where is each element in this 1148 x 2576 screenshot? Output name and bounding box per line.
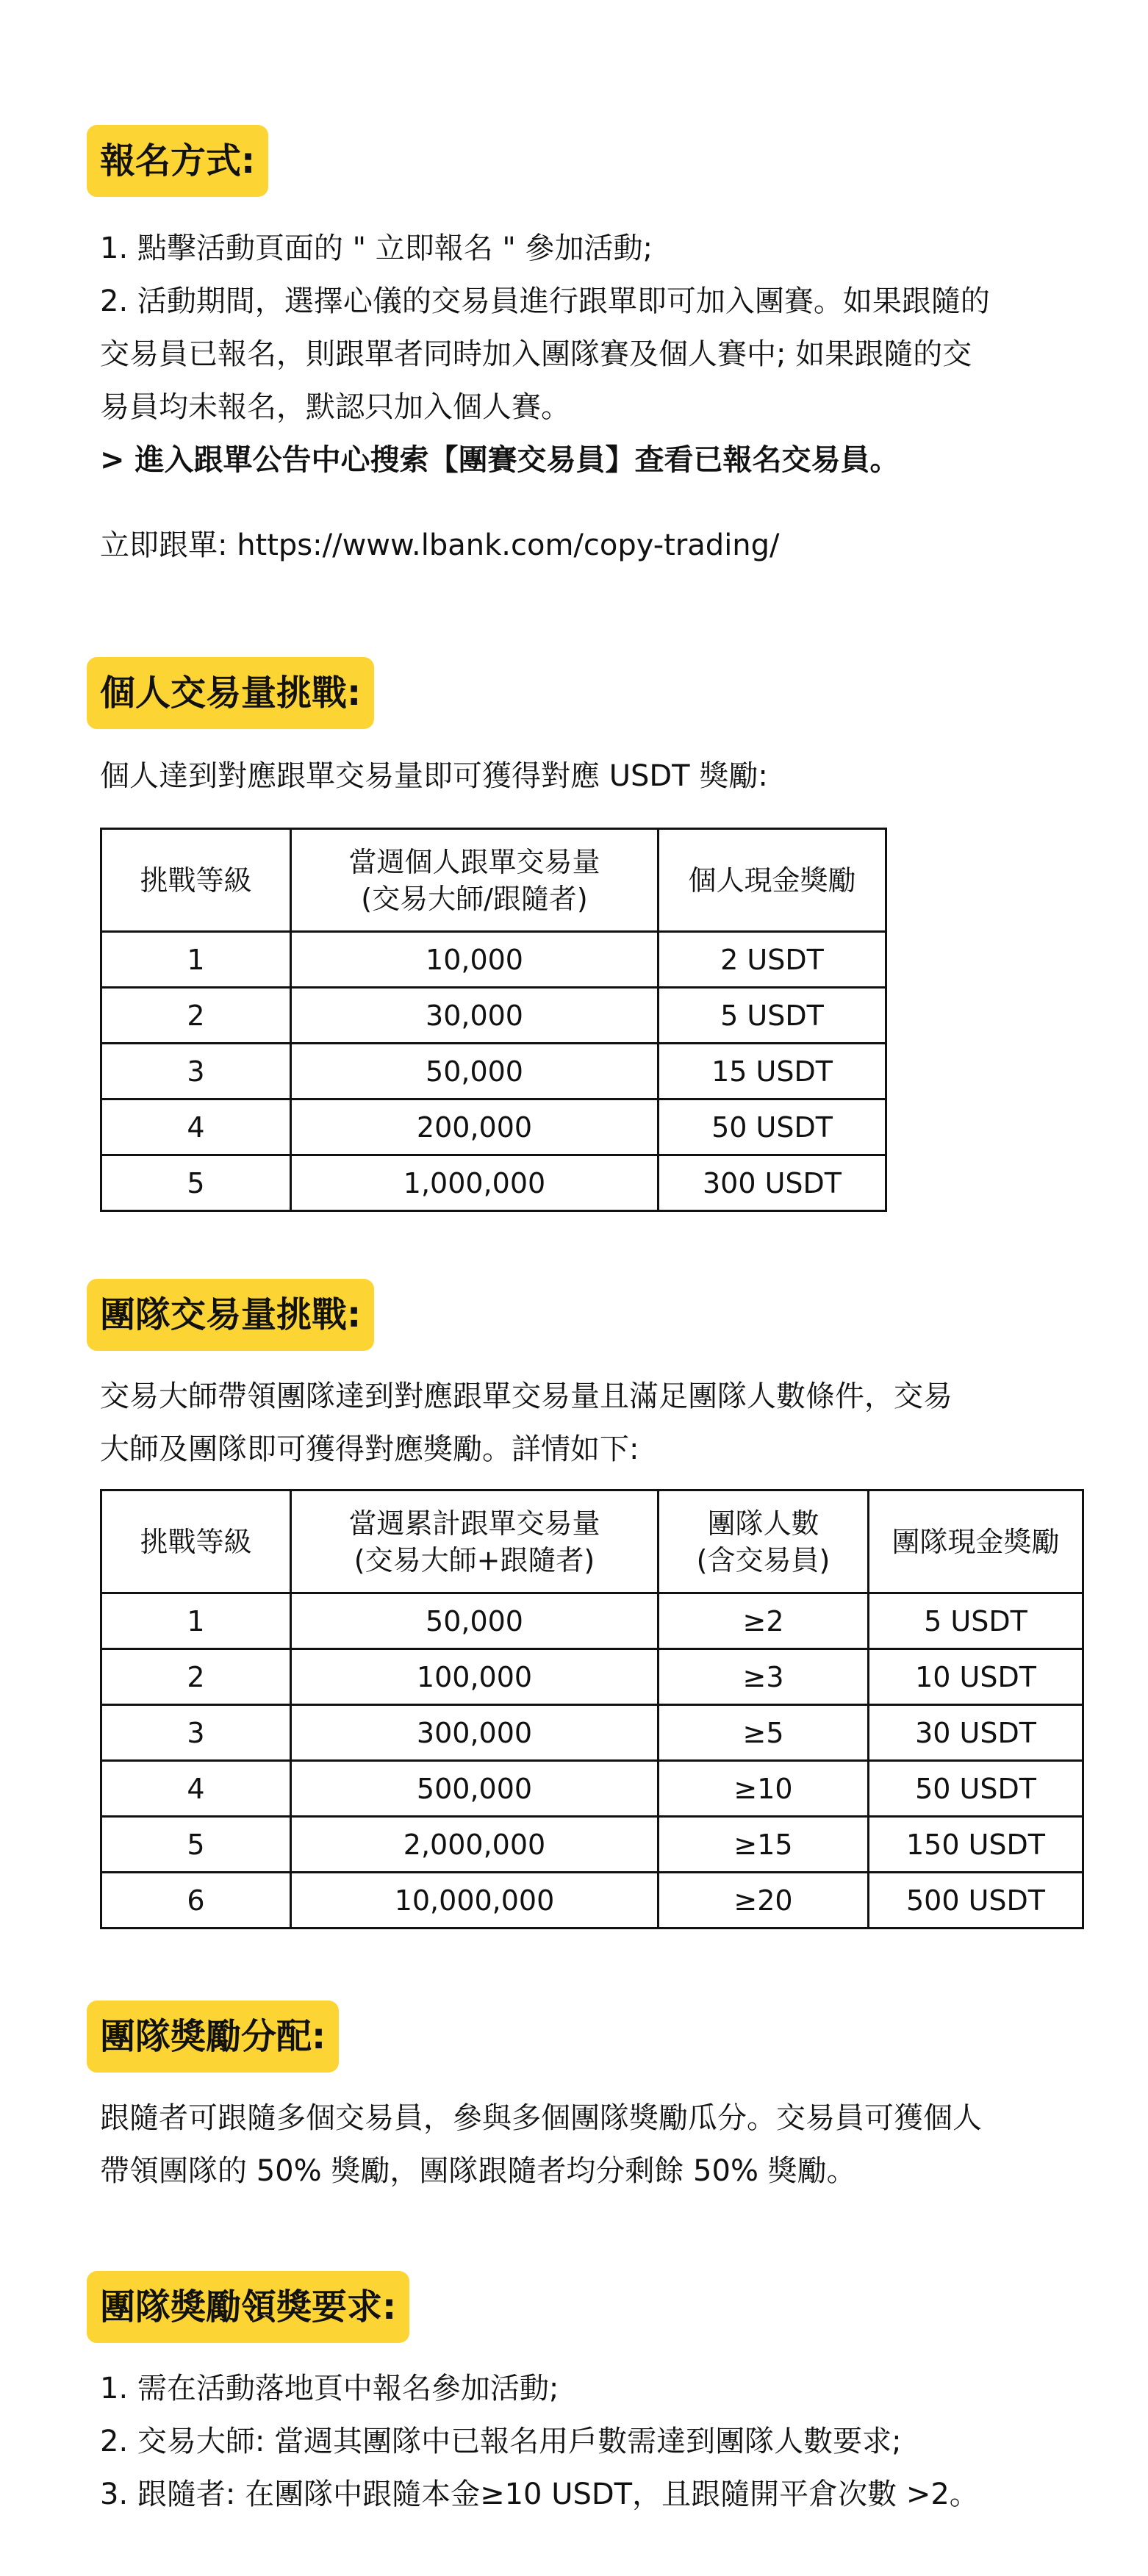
requirement-line-1: 1. 需在活動落地頁中報名參加活動;	[100, 2372, 559, 2405]
team-header-reward: 團隊現金獎勵	[869, 1490, 1083, 1593]
reward-cell: 150 USDT	[869, 1817, 1083, 1873]
heading-team: 團隊交易量挑戰:	[87, 1279, 374, 1351]
table-row	[101, 1593, 1083, 1649]
volume-cell: 50,000	[291, 1044, 659, 1099]
level-cell: 5	[101, 1155, 291, 1211]
volume-cell: 100,000	[291, 1649, 659, 1705]
reward-cell: 5 USDT	[659, 988, 886, 1044]
volume-cell: 500,000	[291, 1761, 659, 1817]
volume-cell: 1,000,000	[291, 1155, 659, 1211]
personal-header-volume-line1: 當週個人跟單交易量	[348, 845, 600, 878]
team-table-header	[101, 1490, 1083, 1593]
team-reward-table	[100, 1489, 1084, 1929]
volume-cell: 2,000,000	[291, 1817, 659, 1873]
requirement-line-3: 3. 跟隨者: 在團隊中跟隨本金≥10 USDT，且跟隨開平倉次數 >2。	[100, 2478, 979, 2511]
team-size-cell: ≥2	[659, 1593, 869, 1649]
team-intro	[100, 1370, 1085, 1476]
volume-cell: 200,000	[291, 1099, 659, 1155]
personal-header-reward: 個人現金獎勵	[659, 829, 886, 932]
signup-line-2: 2. 活動期間，選擇心儀的交易員進行跟單即可加入團賽。如果跟隨的	[100, 284, 990, 318]
reward-cell: 2 USDT	[659, 932, 886, 988]
volume-cell: 50,000	[291, 1593, 659, 1649]
heading-requirements: 團隊獎勵領獎要求:	[87, 2271, 409, 2343]
table-row	[101, 1099, 886, 1155]
table-row	[101, 1044, 886, 1099]
table-row	[101, 1761, 1083, 1817]
reward-cell: 50 USDT	[869, 1761, 1083, 1817]
team-header-size	[659, 1490, 869, 1593]
level-cell: 1	[101, 932, 291, 988]
volume-cell: 300,000	[291, 1705, 659, 1761]
table-row	[101, 1817, 1083, 1873]
reward-cell: 5 USDT	[869, 1593, 1083, 1649]
reward-cell: 10 USDT	[869, 1649, 1083, 1705]
table-row	[101, 1649, 1083, 1705]
volume-cell: 10,000,000	[291, 1873, 659, 1929]
team-size-cell: ≥3	[659, 1649, 869, 1705]
heading-distribution: 團隊獎勵分配:	[87, 2001, 339, 2073]
team-size-cell: ≥5	[659, 1705, 869, 1761]
heading-signup: 報名方式:	[87, 125, 268, 197]
table-row	[101, 932, 886, 988]
signup-bold-line[interactable]: > 進入跟單公告中心搜索【團賽交易員】查看已報名交易員。	[100, 443, 900, 477]
requirements-text	[100, 2362, 1085, 2521]
table-row	[101, 1705, 1083, 1761]
team-header-volume-line2: (交易大師+跟隨者)	[354, 1543, 595, 1576]
table-row	[101, 1155, 886, 1211]
signup-line-3: 交易員已報名，則跟單者同時加入團隊賽及個人賽中; 如果跟隨的交	[100, 337, 972, 371]
team-size-cell: ≥10	[659, 1761, 869, 1817]
level-cell: 2	[101, 1649, 291, 1705]
requirement-line-2: 2. 交易大師: 當週其團隊中已報名用戶數需達到團隊人數要求;	[100, 2425, 902, 2458]
reward-cell: 50 USDT	[659, 1099, 886, 1155]
volume-cell: 10,000	[291, 932, 659, 988]
personal-table-header	[101, 829, 886, 932]
reward-cell: 500 USDT	[869, 1873, 1083, 1929]
distribution-text	[100, 2092, 1085, 2198]
volume-cell: 30,000	[291, 988, 659, 1044]
team-header-volume	[291, 1490, 659, 1593]
table-row	[101, 1873, 1083, 1929]
table-row	[101, 988, 886, 1044]
level-cell: 4	[101, 1761, 291, 1817]
signup-text	[100, 222, 1085, 487]
signup-line-1: 1. 點擊活動頁面的 " 立即報名 " 參加活動;	[100, 232, 653, 265]
level-cell: 1	[101, 1593, 291, 1649]
level-cell: 3	[101, 1705, 291, 1761]
level-cell: 5	[101, 1817, 291, 1873]
level-cell: 3	[101, 1044, 291, 1099]
personal-header-volume	[291, 829, 659, 932]
personal-header-volume-line2: (交易大師/跟隨者)	[361, 882, 588, 915]
team-intro-line-1: 交易大師帶領團隊達到對應跟單交易量且滿足團隊人數條件，交易	[100, 1380, 953, 1413]
copy-trading-link[interactable]: 立即跟單: https://www.lbank.com/copy-trading/	[100, 528, 780, 562]
reward-cell: 30 USDT	[869, 1705, 1083, 1761]
level-cell: 4	[101, 1099, 291, 1155]
reward-cell: 15 USDT	[659, 1044, 886, 1099]
distribution-line-1: 跟隨者可跟隨多個交易員，參與多個團隊獎勵瓜分。交易員可獲個人	[100, 2101, 982, 2135]
heading-personal: 個人交易量挑戰:	[87, 657, 374, 729]
distribution-line-2: 帶領團隊的 50% 獎勵，團隊跟隨者均分剩餘 50% 獎勵。	[100, 2154, 856, 2188]
level-cell: 2	[101, 988, 291, 1044]
team-header-size-line2: (含交易員)	[696, 1543, 830, 1576]
team-header-size-line1: 團隊人數	[707, 1507, 819, 1540]
personal-reward-table	[100, 828, 887, 1212]
team-header-volume-line1: 當週累計跟單交易量	[348, 1507, 600, 1540]
signup-line-4: 易員均未報名，默認只加入個人賽。	[100, 390, 570, 424]
team-intro-line-2: 大師及團隊即可獲得對應獎勵。詳情如下:	[100, 1432, 639, 1466]
team-header-level: 挑戰等級	[101, 1490, 291, 1593]
team-size-cell: ≥15	[659, 1817, 869, 1873]
personal-header-level: 挑戰等級	[101, 829, 291, 932]
team-size-cell: ≥20	[659, 1873, 869, 1929]
reward-cell: 300 USDT	[659, 1155, 886, 1211]
level-cell: 6	[101, 1873, 291, 1929]
personal-intro: 個人達到對應跟單交易量即可獲得對應 USDT 獎勵:	[100, 759, 768, 793]
